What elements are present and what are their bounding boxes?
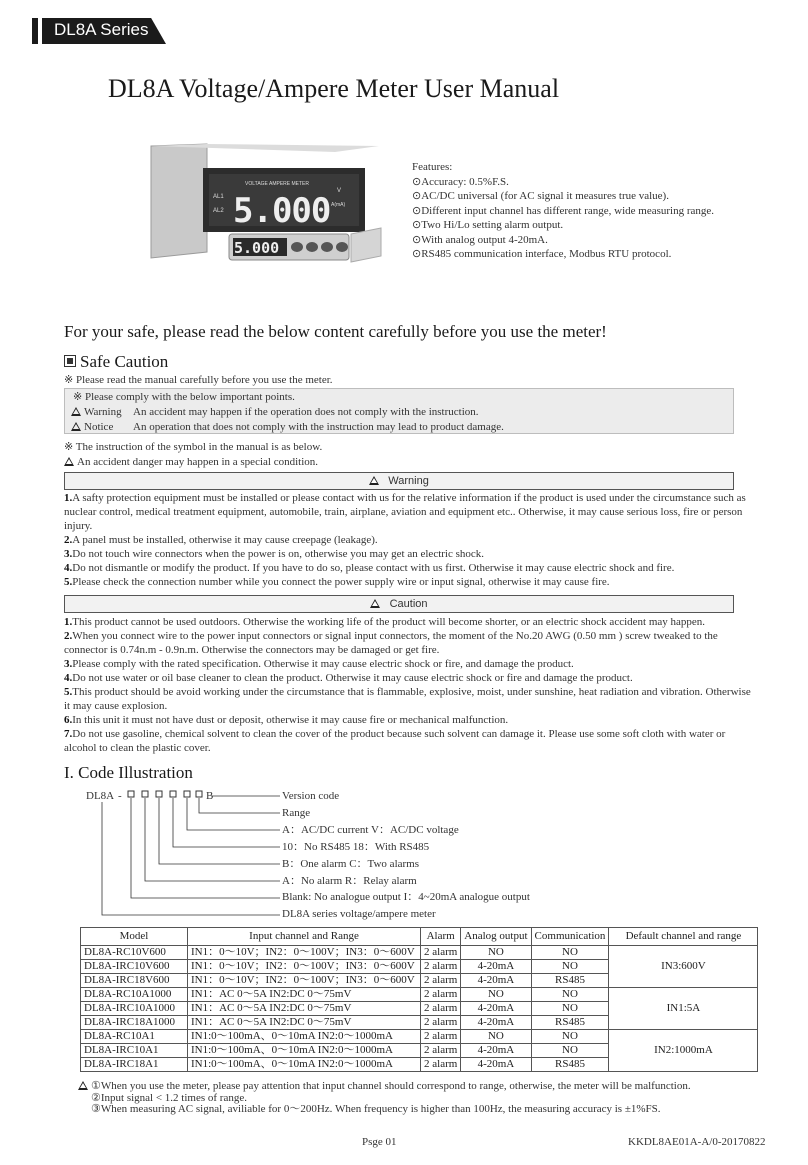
meter-sub-reading: 5.000 (234, 239, 280, 257)
features-heading: Features: (412, 161, 453, 173)
table-cell: NO (531, 946, 609, 960)
table-cell: RS485 (531, 1058, 609, 1072)
feature-item: ⊙Different input channel has different range, wide measuring range. (412, 204, 715, 217)
column-header: Communication (531, 928, 609, 946)
table-cell: IN1：AC 0～5A IN2:DC 0～75mV (188, 1016, 421, 1030)
code-label: B：One alarm C：Two alarms (282, 857, 420, 870)
column-header: Alarm (421, 928, 461, 946)
table-cell: IN1:0～100mA、0～10mA IN2:0～1000mA (188, 1030, 421, 1044)
table-cell: NO (461, 946, 531, 960)
table-cell: NO (531, 1030, 609, 1044)
code-label: A：No alarm R：Relay alarm (282, 874, 417, 887)
svg-text:-: - (118, 790, 122, 802)
warning-triangle-icon (78, 1081, 88, 1090)
safe-caution-line: ※ Please read the manual carefully before you use the meter. (64, 374, 333, 386)
table-cell: 4-20mA (461, 974, 531, 988)
table-cell: IN1：AC 0～5A IN2:DC 0～75mV (188, 988, 421, 1002)
code-labels (282, 788, 530, 923)
table-cell: 4-20mA (461, 1002, 531, 1016)
table-cell: NO (461, 988, 531, 1002)
code-suffix: B (206, 790, 214, 802)
code-label: Range (282, 806, 311, 819)
table-row (81, 988, 758, 1002)
table-cell: 4-20mA (461, 1016, 531, 1030)
caution-item: 4.Do not use water or oil base cleaner to clean the product. Otherwise it may cause electric shock or fire and damage the product. (64, 672, 633, 684)
meter-product-image (145, 140, 385, 280)
notice-description: An operation that does not comply with the instruction may lead to product damage. (133, 421, 504, 433)
table-row (81, 946, 758, 960)
table-cell: IN1：0～10V；IN2：0～100V；IN3：0～600V (188, 946, 421, 960)
meter-main-reading: 5.000 (233, 191, 331, 231)
code-illustration-heading: I. Code Illustration (64, 763, 193, 782)
table-cell: RS485 (531, 974, 609, 988)
table-cell: 2 alarm (421, 1058, 461, 1072)
model-table (80, 927, 758, 1072)
feature-item: ⊙AC/DC universal (for AC signal it measures true value). (412, 190, 669, 202)
table-cell: 2 alarm (421, 960, 461, 974)
series-badge-text: DL8A Series (54, 20, 149, 39)
table-cell: 2 alarm (421, 1044, 461, 1058)
symbol-instruction: ※ The instruction of the symbol in the manual is as below. (64, 441, 323, 453)
table-cell: IN1：AC 0～5A IN2:DC 0～75mV (188, 1002, 421, 1016)
table-cell: IN1:0～100mA、0～10mA IN2:0～1000mA (188, 1044, 421, 1058)
table-cell: 2 alarm (421, 1030, 461, 1044)
meter-al1: AL1 (213, 194, 224, 200)
series-badge (32, 18, 166, 44)
warning-triangle-icon (369, 476, 379, 485)
code-label: Blank: No analogue output I：4~20mA analogue output (282, 891, 530, 904)
square-bullet-icon (64, 355, 76, 367)
note-item: ①When you use the meter, please pay attention that input channel should correspond to range, otherwise, the meter will be malfunction. (78, 1081, 691, 1093)
table-cell: 2 alarm (421, 974, 461, 988)
code-label: A：AC/DC current V：AC/DC voltage (282, 823, 459, 836)
safety-intro: For your safe, please read the below content carefully before you use the meter! (64, 322, 607, 341)
caution-item: 2.When you connect wire to the power input connectors or signal input connectors, the moment of the No.20 AWG (0.50 mm ) screw tweaked to the connector is 0.74n.m - 0.9n.m. Otherwise the connectors may be damaged or get fire. (64, 630, 718, 656)
caution-item: 1.This product cannot be used outdoors. Otherwise the working life of the product will become shorter, or an electric shock accident may happen. (64, 616, 706, 628)
caution-item: 6.In this unit it must not have dust or deposit, otherwise it may cause fire or mechanical malfunction. (64, 714, 509, 726)
default-range-cell: IN3:600V (609, 946, 758, 988)
table-cell: 4-20mA (461, 1044, 531, 1058)
table-cell: 2 alarm (421, 988, 461, 1002)
warning-description: An accident may happen if the operation does not comply with the instruction. (133, 406, 479, 418)
table-cell: NO (461, 1030, 531, 1044)
warning-item: 2.A panel must be installed, otherwise it may cause creepage (leakage). (64, 534, 378, 546)
caution-item: 7.Do not use gasoline, chemical solvent to clean the cover of the product because such solvent can damage it. Please use some soft cloth with water or alcohol to clean the plastic cover. (64, 728, 726, 754)
code-label: Version code (282, 790, 340, 802)
features-list (412, 160, 714, 262)
danger-triangle-icon (64, 457, 74, 466)
table-cell: DL8A-RC10A1000 (81, 988, 188, 1002)
caution-item: 5.This product should be avoid working under the circumstance that is flammable, explosive, moist, under sunshine, heat radiation and vibration. Otherwise it may cause explosion. (64, 686, 751, 712)
caution-banner: Caution (64, 595, 734, 613)
table-cell: DL8A-IRC18V600 (81, 974, 188, 988)
meter-panel-label: VOLTAGE AMPERE METER (245, 181, 309, 187)
page-title: DL8A Voltage/Ampere Meter User Manual (108, 74, 560, 103)
document-code: KKDL8AE01A-A/0-20170822 (628, 1136, 766, 1148)
table-cell: DL8A-IRC18A1 (81, 1058, 188, 1072)
table-cell: IN1:0～100mA、0～10mA IN2:0～1000mA (188, 1058, 421, 1072)
caution-triangle-icon (370, 599, 380, 608)
default-range-cell: IN2:1000mA (609, 1030, 758, 1072)
warning-item: 4.Do not dismantle or modify the product. If you have to do so, please contact with us first. Otherwise it may cause electric shock and fire. (64, 562, 675, 574)
feature-item: ⊙Two Hi/Lo setting alarm output. (412, 219, 564, 231)
page-number: Psge 01 (362, 1136, 397, 1148)
danger-line: An accident danger may happen in a special condition. (64, 455, 318, 469)
table-cell: RS485 (531, 1016, 609, 1030)
table-cell: DL8A-IRC10A1000 (81, 1002, 188, 1016)
column-header: Input channel and Range (188, 928, 421, 946)
caution-item: 3.Please comply with the rated specification. Otherwise it may cause electric shock or fire, and damage the product. (64, 658, 574, 670)
warning-item: 3.Do not touch wire connectors when the power is on, otherwise you may get an electric shock. (64, 548, 485, 560)
notice-box (64, 388, 734, 434)
table-cell: 4-20mA (461, 960, 531, 974)
warning-item: 5.Please check the connection number while you connect the power supply wire or input signal, otherwise it may cause fire. (64, 576, 610, 588)
table-cell: 2 alarm (421, 946, 461, 960)
column-header: Default channel and range (609, 928, 758, 946)
table-cell: DL8A-IRC10V600 (81, 960, 188, 974)
code-label: DL8A series voltage/ampere meter (282, 908, 436, 921)
meter-al2: AL2 (213, 208, 224, 214)
notice-row: Notice (71, 420, 113, 434)
table-cell: DL8A-IRC10A1 (81, 1044, 188, 1058)
table-cell: IN1：0～10V；IN2：0～100V；IN3：0～600V (188, 960, 421, 974)
table-cell: NO (531, 1044, 609, 1058)
table-cell: NO (531, 960, 609, 974)
notice-triangle-icon (71, 422, 81, 431)
table-cell: IN1：0～10V；IN2：0～100V；IN3：0～600V (188, 974, 421, 988)
meter-unit-v: V (337, 188, 342, 194)
meter-unit-a: A(mA) (331, 202, 346, 208)
note-item: ②Input signal < 1.2 times of range. (91, 1091, 247, 1104)
column-header: Model (81, 928, 188, 946)
safe-caution-heading: Safe Caution (64, 352, 168, 372)
feature-item: ⊙With analog output 4-20mA. (412, 233, 548, 246)
code-label: 10：No RS485 18：With RS485 (282, 840, 430, 853)
code-prefix: DL8A (86, 790, 115, 802)
notes (78, 1081, 691, 1116)
table-cell: 4-20mA (461, 1058, 531, 1072)
table-header-row (81, 928, 758, 946)
warning-list (64, 491, 754, 589)
feature-item: ⊙RS485 communication interface, Modbus RTU protocol. (412, 248, 672, 260)
warning-row: Warning (71, 405, 122, 419)
column-header: Analog output (461, 928, 531, 946)
table-cell: NO (531, 1002, 609, 1016)
table-cell: NO (531, 988, 609, 1002)
table-cell: 2 alarm (421, 1016, 461, 1030)
table-cell: DL8A-RC10A1 (81, 1030, 188, 1044)
warning-banner: Warning (64, 472, 734, 490)
table-row (81, 1030, 758, 1044)
table-cell: DL8A-RC10V600 (81, 946, 188, 960)
notice-box-line: ※ Please comply with the below important points. (73, 391, 295, 403)
note-item: ③When measuring AC signal, aviliable for 0～200Hz. When frequency is higher than 100Hz, the measuring accuracy is ±1%FS. (91, 1103, 661, 1115)
warning-item: 1.A safty protection equipment must be installed or please contact with us for the relative information if the product is used under the circumstance such as nuclear control, medical treatment equipment, automobile, train, airplane, aviation and equipment etc.. Otherwise, it may cause serious loss, fire or person injury. (64, 492, 746, 532)
default-range-cell: IN1:5A (609, 988, 758, 1030)
warning-triangle-icon (71, 407, 81, 416)
caution-list (64, 615, 754, 755)
table-cell: 2 alarm (421, 1002, 461, 1016)
feature-item: ⊙Accuracy: 0.5%F.S. (412, 175, 509, 188)
table-cell: DL8A-IRC18A1000 (81, 1016, 188, 1030)
